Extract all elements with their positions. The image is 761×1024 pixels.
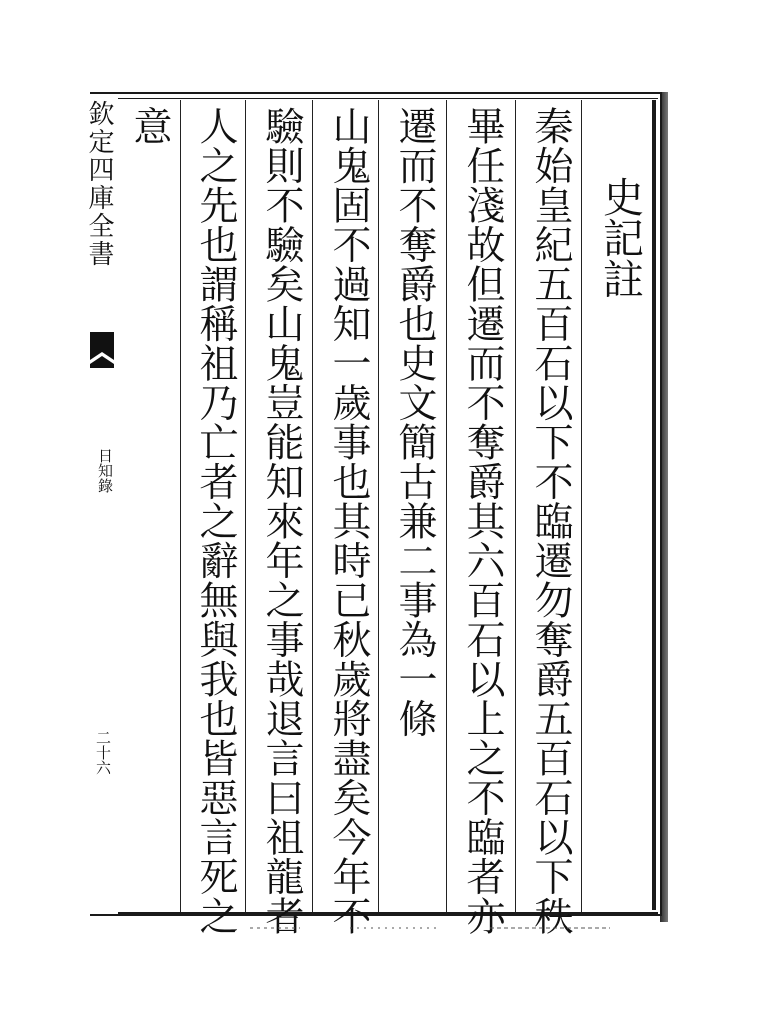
text-column-2: 畢任淺故但遷而不奪爵其六百石以上之不臨者亦 — [460, 106, 505, 936]
column-divider — [245, 100, 246, 912]
text-column-5: 驗則不驗矣山鬼豈能知來年之事哉退言曰祖龍者 — [259, 106, 304, 936]
column-divider — [378, 100, 379, 912]
margin-page-number: 二十六 — [94, 730, 112, 775]
margin-book-title: 日知錄 — [96, 448, 114, 493]
margin-collection-title: 欽定四庫全書 — [84, 100, 114, 268]
column-divider — [180, 100, 181, 912]
column-divider — [446, 100, 447, 912]
text-column-6: 人之先也謂稱祖乃亡者之辭無與我也皆惡言死之 — [193, 106, 238, 936]
column-divider — [312, 100, 313, 912]
text-column-4: 山鬼固不過知一歲事也其時已秋歲將盡矣今年不 — [326, 106, 371, 936]
text-column-7: 意 — [127, 106, 172, 146]
fish-tail-mark-icon — [88, 330, 116, 370]
text-column-3: 遷而不奪爵也史文簡古兼二事為一條 — [392, 106, 437, 738]
section-heading: 史記註 — [596, 176, 644, 299]
text-column-1: 秦始皇紀五百石以下不臨遷勿奪爵五百石以下秩 — [528, 106, 573, 936]
frame-top-rule — [118, 98, 658, 99]
bottom-print-marks — [240, 922, 620, 934]
column-divider — [581, 100, 582, 912]
column-divider — [515, 100, 516, 912]
